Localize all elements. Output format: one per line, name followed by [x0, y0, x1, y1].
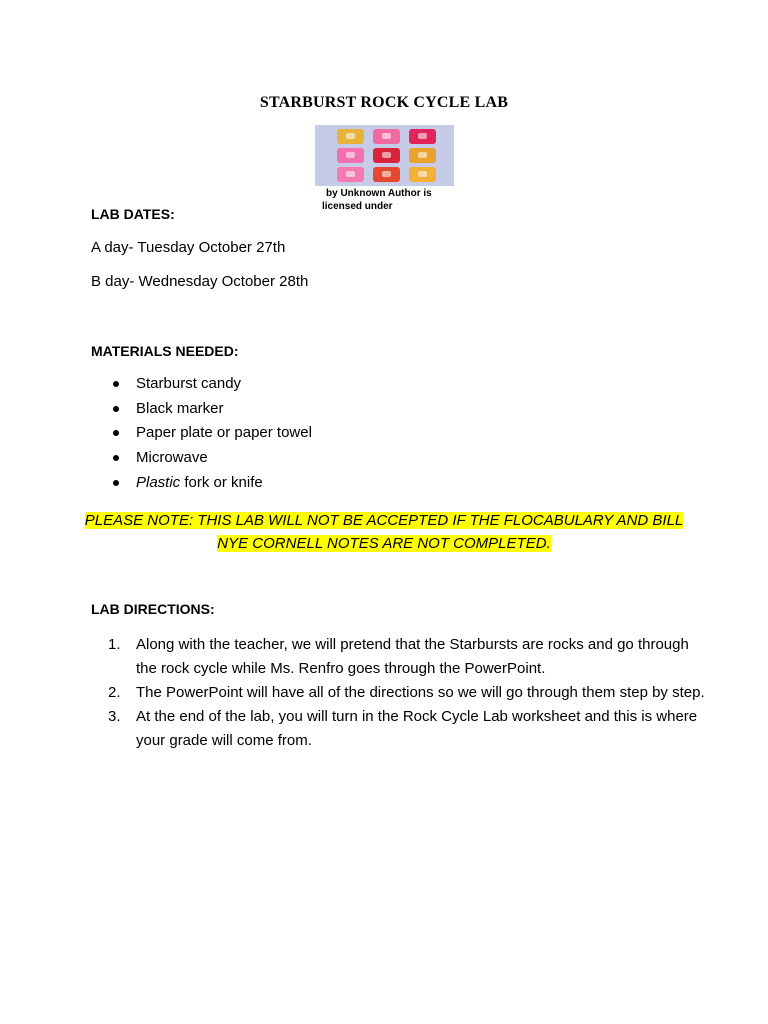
- b-day-date: B day- Wednesday October 28th: [91, 273, 309, 290]
- a-day-date: A day- Tuesday October 27th: [91, 239, 286, 256]
- list-item: [108, 633, 708, 681]
- note-line-1: PLEASE NOTE: THIS LAB WILL NOT BE ACCEPTED IF THE FLOCABULARY AND BILL: [84, 512, 684, 529]
- list-item: [110, 448, 312, 473]
- materials-list: [110, 374, 312, 497]
- candy-logo: [346, 133, 355, 139]
- step-number: 1.: [108, 636, 121, 653]
- candy-photo-svg: [315, 125, 454, 186]
- material-label-italic: Plastic: [136, 473, 181, 491]
- material-label: Microwave: [136, 449, 208, 467]
- list-item: [110, 374, 312, 399]
- list-item: [110, 423, 312, 448]
- note-line-2: NYE CORNELL NOTES ARE NOT COMPLETED.: [217, 535, 551, 552]
- step-text: Along with the teacher, we will pretend that the Starbursts are rocks and go through the rock cycle while Ms. Renfro goes through the PowerPoint.: [136, 636, 689, 677]
- caption-line-1: by Unknown Author is: [326, 188, 432, 199]
- step-number: 3.: [108, 708, 121, 725]
- please-note-warning: [0, 509, 768, 555]
- candy-logo: [346, 152, 355, 158]
- bullet-icon: [113, 406, 119, 412]
- lab-dates-heading: LAB DATES:: [91, 206, 175, 222]
- candy-logo: [346, 171, 355, 177]
- candy-logo: [418, 171, 427, 177]
- list-item: [110, 473, 312, 498]
- candy-logo: [418, 133, 427, 139]
- candy-logo: [418, 152, 427, 158]
- materials-heading: MATERIALS NEEDED:: [91, 343, 239, 359]
- bullet-icon: [113, 480, 119, 486]
- material-label: Paper plate or paper towel: [136, 424, 312, 442]
- step-text: The PowerPoint will have all of the directions so we will go through them step by step.: [136, 684, 705, 701]
- material-label-rest: fork or knife: [180, 473, 263, 491]
- image-caption: [322, 187, 452, 213]
- starburst-candy-image: [315, 125, 454, 186]
- list-item: [108, 681, 708, 705]
- step-text: At the end of the lab, you will turn in the Rock Cycle Lab worksheet and this is where your grade will come from.: [136, 708, 698, 749]
- list-item: [108, 705, 708, 753]
- candy-logo: [382, 133, 391, 139]
- bullet-icon: [113, 430, 119, 436]
- candy-logo: [382, 171, 391, 177]
- material-label: Starburst candy: [136, 375, 242, 392]
- caption-line-2: licensed under: [322, 201, 393, 212]
- step-number: 2.: [108, 684, 121, 701]
- candy-logo: [382, 152, 391, 158]
- list-item: [110, 399, 312, 424]
- directions-list: [108, 633, 708, 753]
- directions-heading: LAB DIRECTIONS:: [91, 601, 215, 617]
- bullet-icon: [113, 381, 119, 387]
- bullet-icon: [113, 455, 119, 461]
- document-title: STARBURST ROCK CYCLE LAB: [259, 94, 509, 111]
- material-label: Black marker: [136, 399, 224, 417]
